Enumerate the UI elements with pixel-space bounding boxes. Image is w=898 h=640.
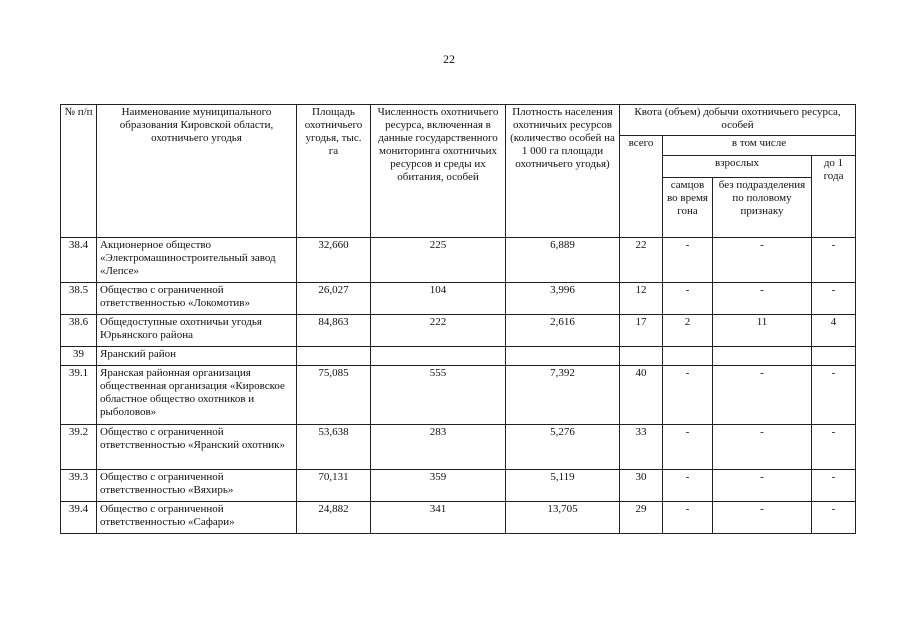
row-under1: 4: [812, 315, 856, 347]
header-under1: до 1 года: [812, 156, 856, 238]
row-under1: -: [812, 470, 856, 502]
row-density: [506, 347, 620, 366]
quota-table: [60, 104, 856, 534]
row-name: Яранская районная организация общественная организация «Кировское областное общество охотников и рыболовов»: [97, 366, 297, 425]
row-males: [663, 347, 713, 366]
row-num: 39.1: [61, 366, 97, 425]
table-row: [61, 283, 856, 315]
header-total: всего: [620, 136, 663, 238]
row-total: 33: [620, 425, 663, 470]
row-area: 70,131: [297, 470, 371, 502]
table-row: [61, 238, 856, 283]
row-nosex: -: [713, 425, 812, 470]
page-number: 22: [443, 52, 455, 66]
row-total: 22: [620, 238, 663, 283]
row-name: Общедоступные охотничьи угодья Юрьянского района: [97, 315, 297, 347]
table-row: [61, 502, 856, 534]
row-population: 359: [371, 470, 506, 502]
row-total: 40: [620, 366, 663, 425]
row-population: 225: [371, 238, 506, 283]
row-density: 5,119: [506, 470, 620, 502]
row-population: 283: [371, 425, 506, 470]
header-including: в том числе: [663, 136, 856, 156]
row-density: 5,276: [506, 425, 620, 470]
row-population: 104: [371, 283, 506, 315]
row-num: 39.2: [61, 425, 97, 470]
row-density: 2,616: [506, 315, 620, 347]
header-num: № п/п: [61, 105, 97, 238]
row-density: 13,705: [506, 502, 620, 534]
row-area: 26,027: [297, 283, 371, 315]
header-males-rut: самцов во время гона: [663, 178, 713, 238]
table-body: [61, 238, 856, 534]
header-adults: взрослых: [663, 156, 812, 178]
row-name: Общество с ограниченной ответственностью «Сафари»: [97, 502, 297, 534]
table-row: [61, 315, 856, 347]
row-population: 555: [371, 366, 506, 425]
row-nosex: [713, 347, 812, 366]
row-name: Общество с ограниченной ответственностью «Вяхирь»: [97, 470, 297, 502]
row-nosex: -: [713, 502, 812, 534]
row-name: Общество с ограниченной ответственностью «Локомотив»: [97, 283, 297, 315]
row-num: 39.3: [61, 470, 97, 502]
header-area: Площадь охотничьего угодья, тыс. га: [297, 105, 371, 238]
row-area: 53,638: [297, 425, 371, 470]
row-total: [620, 347, 663, 366]
row-num: 39.4: [61, 502, 97, 534]
row-nosex: -: [713, 238, 812, 283]
row-males: -: [663, 502, 713, 534]
row-males: -: [663, 366, 713, 425]
row-area: 84,863: [297, 315, 371, 347]
header-quota: Квота (объем) добычи охотничьего ресурса, особей: [620, 105, 856, 136]
row-population: 222: [371, 315, 506, 347]
row-population: [371, 347, 506, 366]
row-area: [297, 347, 371, 366]
header-density: Плотность населения охотничьих ресурсов (количество особей на 1 000 га площади охотничьего угодья): [506, 105, 620, 238]
row-area: 75,085: [297, 366, 371, 425]
row-males: -: [663, 425, 713, 470]
row-area: 32,660: [297, 238, 371, 283]
row-num: 38.5: [61, 283, 97, 315]
row-total: 12: [620, 283, 663, 315]
row-under1: [812, 347, 856, 366]
table-row: [61, 347, 856, 366]
row-under1: -: [812, 425, 856, 470]
row-total: 29: [620, 502, 663, 534]
row-density: 6,889: [506, 238, 620, 283]
row-total: 17: [620, 315, 663, 347]
row-under1: -: [812, 366, 856, 425]
row-population: 341: [371, 502, 506, 534]
row-males: -: [663, 470, 713, 502]
row-name: Общество с ограниченной ответственностью «Яранский охотник»: [97, 425, 297, 470]
row-males: -: [663, 283, 713, 315]
row-nosex: -: [713, 366, 812, 425]
row-males: -: [663, 238, 713, 283]
row-nosex: -: [713, 283, 812, 315]
table-row: [61, 366, 856, 425]
header-no-sex: без подразделения по половому признаку: [713, 178, 812, 238]
row-total: 30: [620, 470, 663, 502]
row-density: 3,996: [506, 283, 620, 315]
table-header: [61, 105, 856, 238]
row-under1: -: [812, 502, 856, 534]
row-num: 38.6: [61, 315, 97, 347]
row-males: 2: [663, 315, 713, 347]
row-name: Яранский район: [97, 347, 297, 366]
row-nosex: -: [713, 470, 812, 502]
header-name: Наименование муниципального образования Кировской области, охотничьего угодья: [97, 105, 297, 238]
row-under1: -: [812, 283, 856, 315]
row-name: Акционерное общество «Электромашиностроительный завод «Лепсе»: [97, 238, 297, 283]
table-row: [61, 425, 856, 470]
table-row: [61, 470, 856, 502]
row-density: 7,392: [506, 366, 620, 425]
row-num: 39: [61, 347, 97, 366]
row-under1: -: [812, 238, 856, 283]
row-num: 38.4: [61, 238, 97, 283]
row-nosex: 11: [713, 315, 812, 347]
row-area: 24,882: [297, 502, 371, 534]
header-population: Численность охотничьего ресурса, включенная в данные государственного мониторинга охотничьих ресурсов и среды их обитания, особей: [371, 105, 506, 238]
